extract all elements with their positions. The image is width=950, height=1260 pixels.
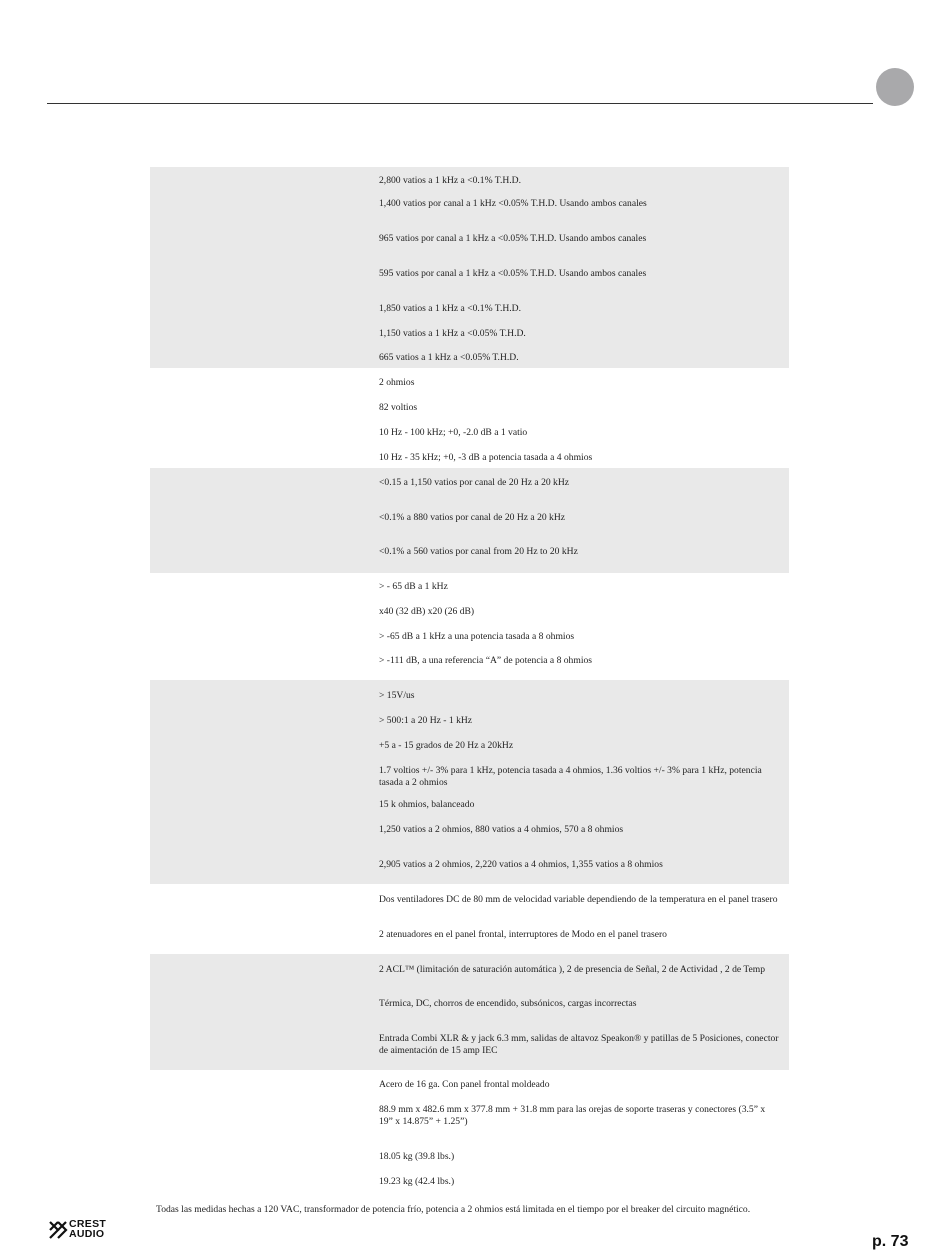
logo-line-1: CREST — [69, 1218, 107, 1230]
spec-line: > - 65 dB a 1 kHz — [379, 581, 448, 592]
spec-group-noise-gain — [150, 573, 789, 680]
footnote: Todas las medidas hechas a 120 VAC, transformador de potencia frío, potencia a 2 ohmios está limitada en el tiempo por el breaker del circuito magnético. — [156, 1204, 751, 1215]
spec-group-input-specs — [150, 680, 789, 884]
spec-group-load-voltage-response — [150, 368, 789, 468]
spec-line: <0.1% a 560 vatios por canal from 20 Hz to 20 kHz — [379, 546, 578, 557]
spec-line: 10 Hz - 100 kHz; +0, -2.0 dB a 1 vatio — [379, 427, 528, 438]
spec-line: > -111 dB, a una referencia “A” de potencia a 8 ohmios — [379, 655, 593, 666]
spec-line: x40 (32 dB) x20 (26 dB) — [379, 606, 475, 617]
spec-line: 82 voltios — [379, 402, 418, 413]
spec-line: 88.9 mm x 482.6 mm x 377.8 mm + 31.8 mm para las orejas de soporte traseras y conectores (3.5” x 19” x 14.875” + 1.25”) — [379, 1104, 766, 1127]
logo-line-2: AUDIO — [69, 1228, 105, 1240]
spec-line: 2 ohmios — [379, 377, 415, 388]
spec-line: <0.15 a 1,150 vatios por canal de 20 Hz a 20 kHz — [379, 477, 570, 488]
spec-line: 1,250 vatios a 2 ohmios, 880 vatios a 4 ohmios, 570 a 8 ohmios — [379, 824, 624, 835]
spec-line: +5 a - 15 grados de 20 Hz a 20kHz — [379, 740, 514, 751]
spec-line: 1.7 voltios +/- 3% para 1 kHz, potencia tasada a 4 ohmios, 1.36 voltios +/- 3% para 1 kHz, potencia tasada a 2 ohmios — [379, 765, 762, 788]
spec-table — [150, 167, 789, 1195]
spec-line: Acero de 16 ga. Con panel frontal moldeado — [379, 1079, 550, 1090]
spec-line: 595 vatios por canal a 1 kHz a <0.05% T.H.D. Usando ambos canales — [379, 268, 647, 279]
spec-line: 2 atenuadores en el panel frontal, interruptores de Modo en el panel trasero — [379, 929, 667, 940]
spec-line: 2,800 vatios a 1 kHz a <0.1% T.H.D. — [379, 175, 522, 186]
spec-line: > 15V/us — [379, 690, 415, 701]
spec-line: <0.1% a 880 vatios por canal de 20 Hz a 20 kHz — [379, 512, 566, 523]
spec-group-distortion — [150, 468, 789, 573]
header-rule — [47, 103, 873, 104]
spec-group-output-power — [150, 167, 789, 368]
spec-line: 665 vatios a 1 kHz a <0.05% T.H.D. — [379, 352, 519, 363]
spec-group-physical — [150, 1070, 789, 1195]
spec-line: Dos ventiladores DC de 80 mm de velocidad variable dependiendo de la temperatura en el panel trasero — [379, 894, 778, 905]
spec-line: 18.05 kg (39.8 lbs.) — [379, 1151, 455, 1162]
spec-line: > 500:1 a 20 Hz - 1 kHz — [379, 715, 473, 726]
spec-line: 15 k ohmios, balanceado — [379, 799, 475, 810]
crest-logo-mark-icon — [49, 1219, 69, 1241]
spec-line: 1,850 vatios a 1 kHz a <0.1% T.H.D. — [379, 303, 522, 314]
spec-group-indicators-protection — [150, 954, 789, 1070]
spec-line: 965 vatios por canal a 1 kHz a <0.05% T.H.D. Usando ambos canales — [379, 233, 647, 244]
spec-line: 2 ACL™ (limitación de saturación automática ), 2 de presencia de Señal, 2 de Actividad , 2 de Temp — [379, 964, 766, 975]
spec-line: Térmica, DC, chorros de encendido, subsónicos, cargas incorrectas — [379, 998, 637, 1009]
spec-line: > -65 dB a 1 kHz a una potencia tasada a 8 ohmios — [379, 631, 575, 642]
spec-line: 1,150 vatios a 1 kHz a <0.05% T.H.D. — [379, 328, 526, 339]
spec-group-cooling-controls — [150, 884, 789, 954]
spec-line: Entrada Combi XLR & y jack 6.3 mm, salidas de altavoz Speakon® y patillas de 5 Posiciones, conector de aimentación de 15 amp IEC — [379, 1033, 779, 1056]
crest-audio-logo — [49, 1219, 129, 1241]
spec-line: 1,400 vatios por canal a 1 kHz <0.05% T.H.D. Usando ambos canales — [379, 198, 647, 209]
header-circle-marker — [876, 68, 914, 106]
logo-wordmark — [69, 1219, 106, 1239]
spec-line: 2,905 vatios a 2 ohmios, 2,220 vatios a 4 ohmios, 1,355 vatios a 8 ohmios — [379, 859, 663, 870]
page-number: p. 73 — [872, 1233, 909, 1250]
spec-line: 19.23 kg (42.4 lbs.) — [379, 1176, 455, 1187]
spec-line: 10 Hz - 35 kHz; +0, -3 dB a potencia tasada a 4 ohmios — [379, 452, 593, 463]
